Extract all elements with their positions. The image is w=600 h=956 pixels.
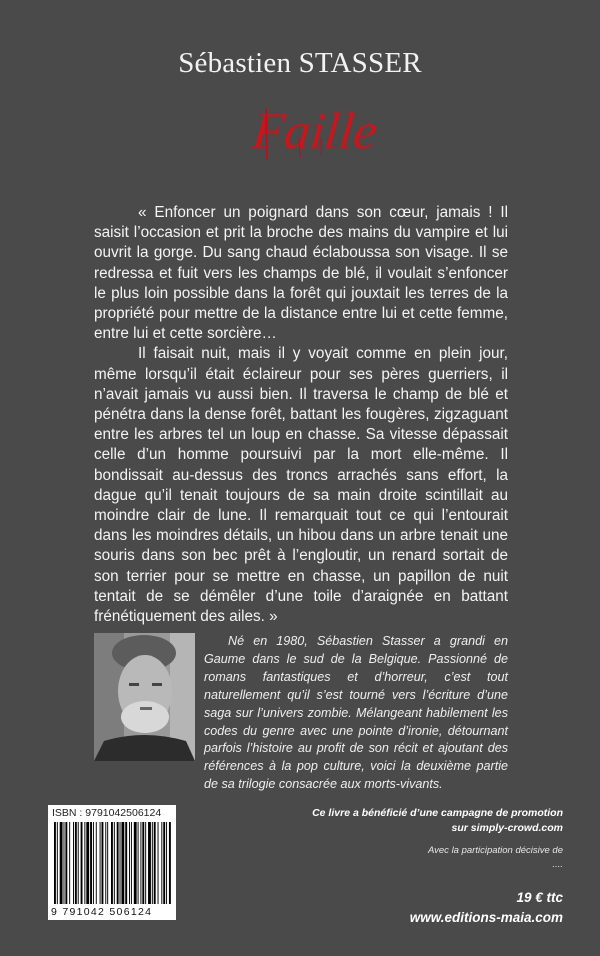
promo-line-1: Ce livre a bénéficié d’une campagne de promotion [312,807,563,819]
isbn-digits: 9 791042 506124 [51,906,153,918]
participation-dots: .... [552,859,563,870]
promo-line-2: sur simply-crowd.com [451,822,563,834]
excerpt [94,203,508,627]
author-bio [204,633,508,794]
price: 19 € ttc [516,890,563,905]
promo-notice [303,806,563,836]
title-text: Faille [249,103,380,160]
excerpt-paragraph-2: Il faisait nuit, mais il y voyait comme en plein jour, même lorsqu’il était éclaireur pour ses pères guerriers, il n’avait jamais vu aussi bien. Il traversa le champ de blé et pénétra dans la dense forêt, battant les fougères, zigzaguant entre les arbres tel un loup en chasse. Sa vitesse dépassait celle d’un homme poursuivi par la mort elle-même. Il bondissait au-dessus des troncs arrachés sans effort, la dague qu’il tenait toujours de sa main droite scintillait au moindre clair de lune. Il remarquait tout ce qui l’entourait dans les moindres détails, un hibou dans un arbre tenait une souris dans son bec prêt à l’engloutir, un renard sortait de son terrier pour se mettre en chasse, un papillon de nuit tentait de se démêler d’une toile d’araignée en battant frénétiquement des ailes. » [94,345,508,626]
publisher-website: www.editions-maia.com [409,910,563,925]
barcode-icon [50,822,174,908]
title-logo [249,98,380,164]
excerpt-paragraph-1: « Enfoncer un poignard dans son cœur, jamais ! Il saisit l’occasion et prit la broche des mains du vampire et lui ouvrit la gorge. Du sang chaud éclaboussa son visage. Il se redressa et fuit vers les champs de blé, il voulait s’enfoncer le plus loin possible dans la forêt qui jouxtait les terres de la propriété pour mettre de la distance entre lui et cette femme, entre lui et cette sorcière… [94,204,508,343]
author-name: Sébastien STASSER [178,47,422,79]
participation-line: Avec la participation décisive de [427,845,563,856]
author-photo [94,633,195,761]
participation-notice [303,844,563,872]
isbn-label: ISBN : 9791042506124 [52,807,162,819]
author-bio-text: Né en 1980, Sébastien Stasser a grandi en Gaume dans le sud de la Belgique. Passionné de romans fantastiques et d’horreur, c’est tout naturellement qu’il s’est tourné vers l’écriture d’une saga sur l’univers zombie. Mélangeant habilement les codes du genre avec une pointe d’ironie, détournant parfois l’histoire au profit de son récit et ajoutant des références à la pop culture, voici la deuxième partie de sa trilogie consacrée aux morts-vivants. [204,634,508,792]
